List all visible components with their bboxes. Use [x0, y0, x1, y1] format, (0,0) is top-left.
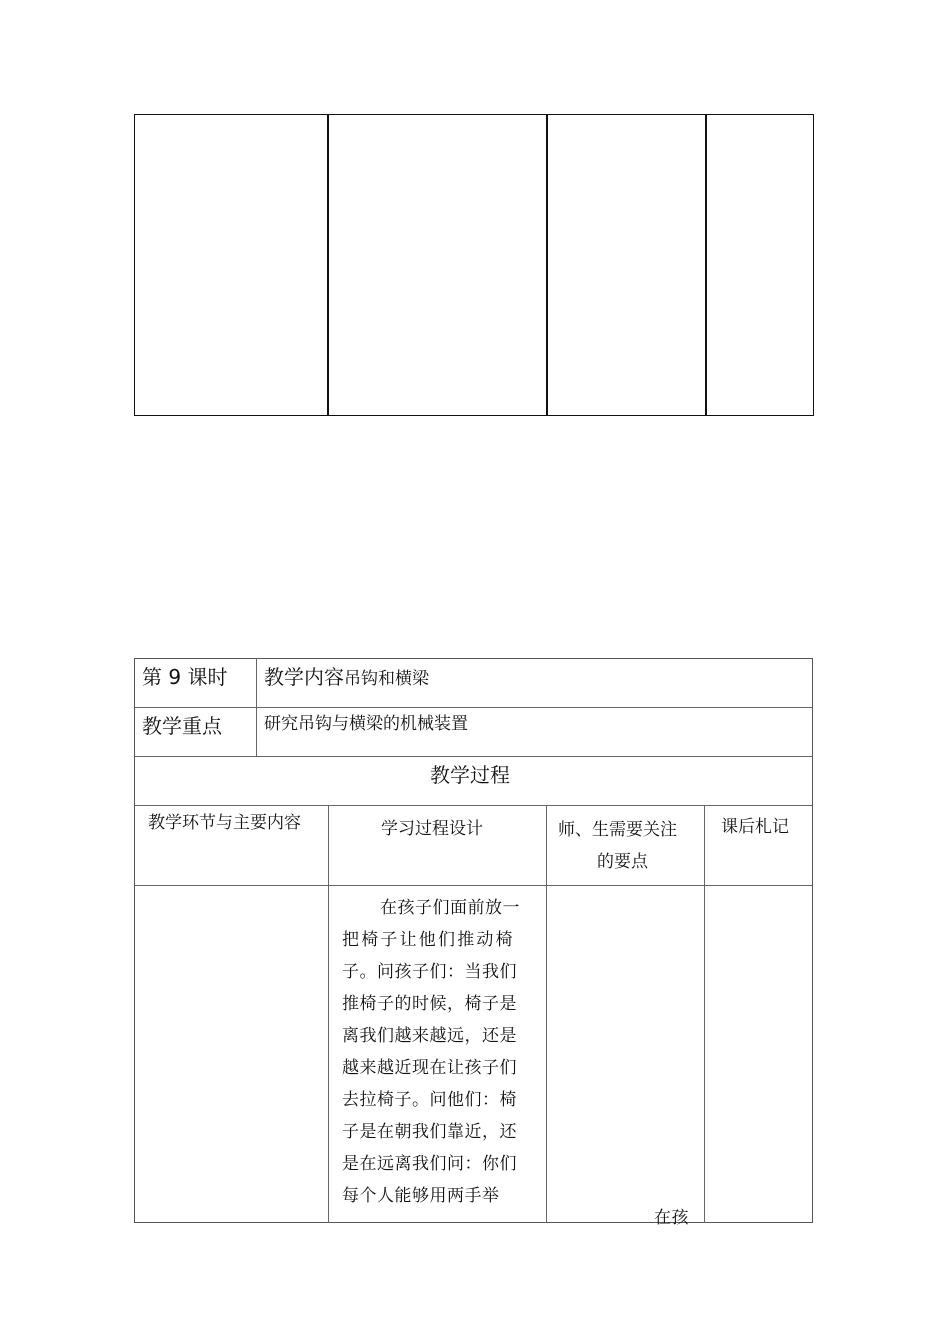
design-line: 去拉椅子。问他们：椅: [342, 1090, 517, 1110]
content-cell: [264, 661, 429, 690]
design-line: 是在远离我们问：你们: [342, 1154, 517, 1174]
header-key-points-line2: 的要点: [597, 852, 648, 872]
header-stage-content: 教学环节与主要内容: [148, 813, 301, 833]
top-table: [134, 114, 814, 416]
design-line: 每个人能够用两手举: [342, 1186, 500, 1206]
row-rule-1: [134, 707, 813, 708]
lesson-number: 第 9 课时: [142, 665, 228, 689]
top-table-divider-1: [327, 114, 329, 416]
label-col-rule: [256, 658, 257, 756]
process-title: 教学过程: [430, 763, 510, 787]
header-process-design: 学习过程设计: [381, 819, 483, 839]
row-rule-2: [134, 756, 813, 757]
row-rule-4: [134, 885, 813, 886]
focus-label: 教学重点: [142, 714, 222, 738]
design-line: 子是在朝我们靠近，还: [342, 1122, 517, 1142]
design-line: 越来越近现在让孩子们: [342, 1058, 517, 1078]
design-line: 推椅子的时候，椅子是: [342, 994, 517, 1014]
header-key-points-line1: 师、生需要关注: [558, 820, 677, 840]
header-notes: 课后札记: [721, 817, 789, 837]
col-rule-2: [546, 805, 547, 1223]
content-value: 吊钩和横梁: [344, 669, 429, 689]
col-rule-1: [328, 805, 329, 1223]
row-rule-3: [134, 805, 813, 806]
top-table-divider-2: [546, 114, 548, 416]
design-line: 离我们越来越远，还是: [342, 1026, 517, 1046]
design-line: 把椅子让他们推动椅: [342, 930, 515, 950]
content-label: 教学内容: [264, 665, 344, 689]
focus-value: 研究吊钩与横梁的机械装置: [264, 714, 468, 734]
key-point-fragment: 在孩: [654, 1208, 689, 1228]
col-rule-3: [704, 805, 705, 1223]
top-table-divider-3: [705, 114, 707, 416]
design-line: 在孩子们面前放一: [380, 898, 520, 918]
design-line: 子。问孩子们：当我们: [342, 962, 517, 982]
